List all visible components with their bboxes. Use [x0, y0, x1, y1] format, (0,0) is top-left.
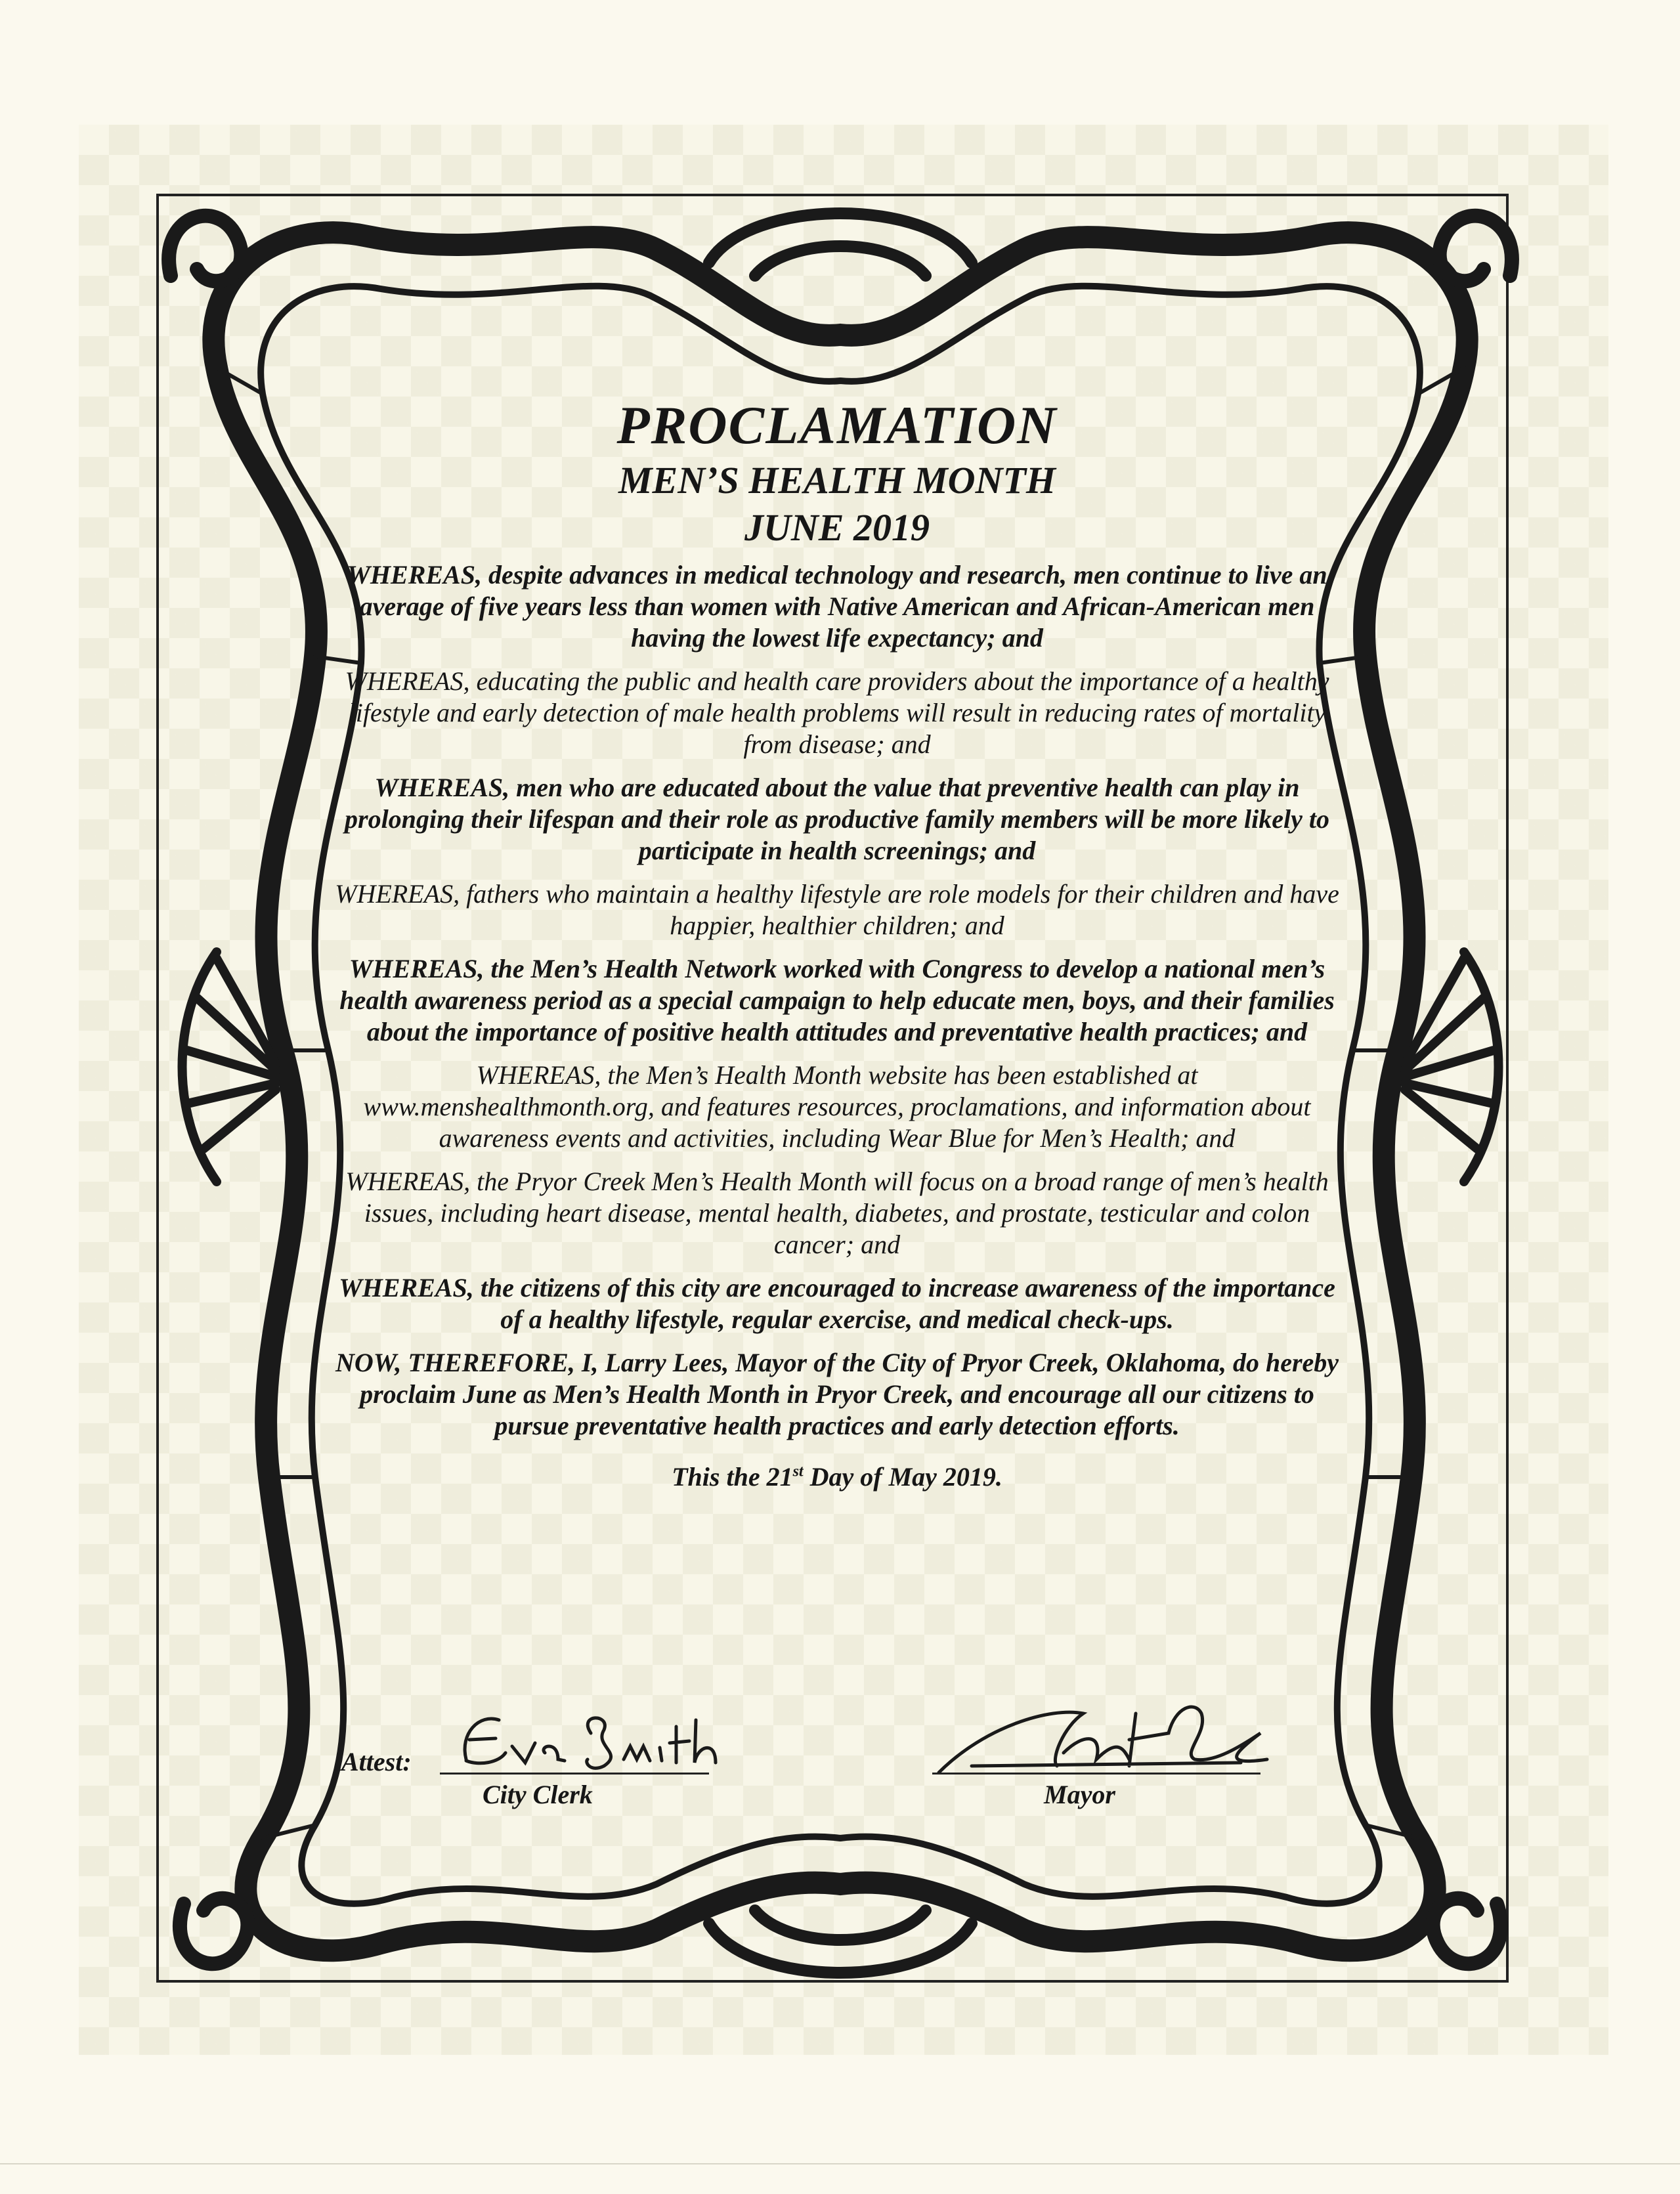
whereas-paragraph-7: WHEREAS, the Pryor Creek Men’s Health Month will focus on a broad range of men’s health issues, including heart disease, mental health, diabetes, and prostate, testicular and colon cancer; and: [345, 1167, 1329, 1259]
signing-date-line: [335, 1461, 1339, 1492]
whereas-paragraph-2: WHEREAS, educating the public and health care providers about the importance of a healthy lifestyle and early detection of male health problems will result in reducing rates of mortality from disease; and: [345, 666, 1329, 759]
mayor-signature: [932, 1687, 1274, 1786]
page-bottom-rule: [0, 2163, 1680, 2164]
attest-label: Attest:: [341, 1747, 412, 1776]
top-cartouche: [709, 213, 972, 276]
whereas-paragraph-6: WHEREAS, the Men’s Health Month website has been established at www.menshealthmonth.org, and features resources, proclamations, and information about awareness events and activities, including Wear Blue for Men’s Health; and: [363, 1060, 1311, 1153]
whereas-paragraph-8: WHEREAS, the citizens of this city are encouraged to increase awareness of the importance of a healthy lifestyle, regular exercise, and medical check-ups.: [339, 1273, 1335, 1334]
proclamation-subtitle: MEN’S HEALTH MONTH: [618, 459, 1056, 502]
whereas-paragraph-3: WHEREAS, men who are educated about the value that preventive health can play in prolonging their lifespan and their role as productive family members will be more likely to participate in health screenings; and: [345, 773, 1329, 865]
signing-date-ordinal: st: [792, 1463, 804, 1480]
corner-curl-bottom-left: [180, 1899, 248, 1964]
whereas-paragraph-1: WHEREAS, despite advances in medical technology and research, men continue to live an average of five years less than women with Native American and African-American men having the lowest life expectancy; and: [347, 560, 1327, 653]
clerk-signature-line: [440, 1773, 709, 1775]
signing-date-prefix: This the 21: [672, 1462, 793, 1492]
mayor-title: Mayor: [1044, 1780, 1115, 1809]
clerk-title: City Clerk: [483, 1780, 593, 1809]
signature-block: [341, 1707, 1326, 1812]
proclamation-body: [335, 394, 1339, 1492]
corner-curl-top-left: [169, 216, 241, 281]
whereas-paragraph-4: WHEREAS, fathers who maintain a healthy lifestyle are role models for their children and have happier, healthier children; and: [335, 879, 1339, 940]
signing-date-suffix: Day of May 2019.: [803, 1462, 1002, 1492]
bottom-cartouche: [709, 1910, 972, 1973]
corner-curl-bottom-right: [1433, 1899, 1501, 1964]
mayor-signature-line: [932, 1773, 1260, 1775]
proclamation-title: PROCLAMATION: [616, 395, 1058, 455]
whereas-paragraph-5: WHEREAS, the Men’s Health Network worked with Congress to develop a national men’s health awareness period as a special campaign to help educate men, boys, and their families about the importance of positive health attitudes and preventative health practices; and: [339, 954, 1335, 1046]
corner-curl-top-right: [1440, 216, 1512, 281]
proclamation-date-heading: JUNE 2019: [744, 506, 930, 549]
now-therefore-paragraph: NOW, THEREFORE, I, Larry Lees, Mayor of the City of Pryor Creek, Oklahoma, do hereby proclaim June as Men’s Health Month in Pryor Creek, and encourage all our citizens to pursue preventative health practices and early detection efforts.: [335, 1348, 1339, 1440]
clerk-signature: [453, 1700, 729, 1779]
